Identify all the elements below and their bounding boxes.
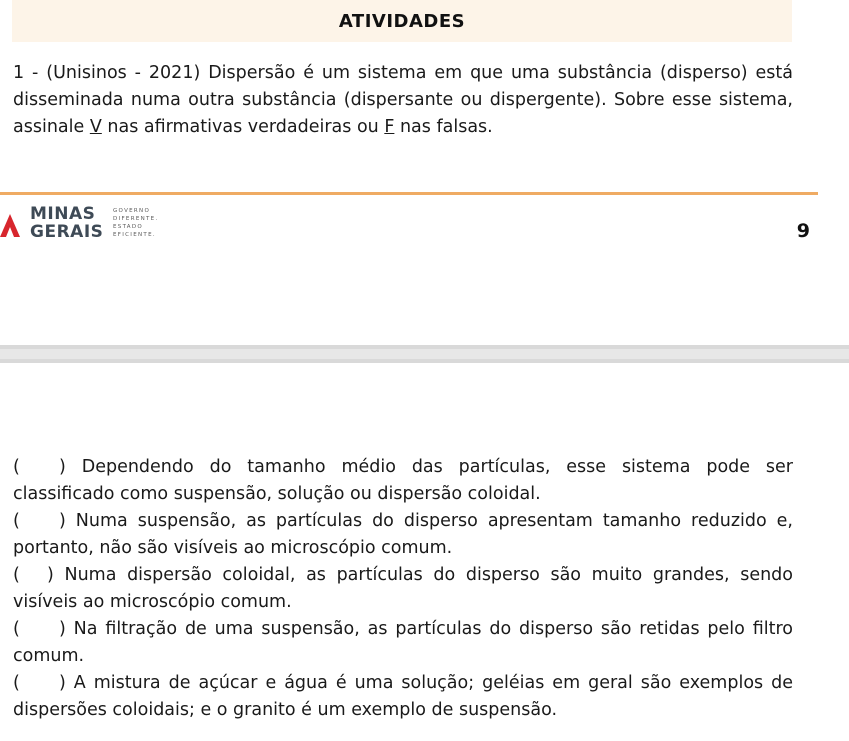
statement-text: ) Dependendo do tamanho médio das partículas, esse sistema pode ser classificado como suspensão, solução ou dispersão coloidal.	[13, 457, 793, 504]
logo-tagline	[113, 207, 159, 239]
statement-text: ) A mistura de açúcar e água é uma solução; geléias em geral são exemplos de dispersões coloidais; e o granito é um exemplo de suspensão.	[13, 673, 793, 720]
minas-gerais-logo	[0, 204, 200, 244]
page-separator	[0, 345, 849, 363]
true-mark: V	[89, 117, 102, 137]
statement-list	[13, 454, 793, 724]
answer-blank[interactable]: (	[13, 511, 20, 531]
answer-blank[interactable]: (	[13, 565, 20, 585]
statement-item	[13, 616, 793, 670]
question-intro-text: 1 - (Unisinos - 2021) Dispersão é um sistema em que uma substância (disperso) está disseminada numa outra substância (dispersante ou dispergente). Sobre esse sistema, assinale	[13, 63, 793, 137]
page-number: 9	[796, 220, 810, 242]
question-intro	[13, 60, 793, 141]
logo-wordmark	[30, 205, 103, 241]
statement-item	[13, 508, 793, 562]
answer-blank[interactable]: (	[13, 619, 20, 639]
logo-tagline-3: ESTADO	[113, 224, 144, 230]
statement-text: ) Numa dispersão coloidal, as partículas do disperso são muito grandes, sendo visíveis ao microscópio comum.	[13, 565, 793, 612]
logo-tagline-1: GOVERNO	[113, 208, 151, 214]
statement-item	[13, 454, 793, 508]
section-title: ATIVIDADES	[338, 10, 466, 32]
logo-triangle-icon	[0, 212, 20, 238]
logo-line1: MINAS	[30, 204, 96, 224]
false-mark: F	[384, 117, 395, 137]
answer-blank[interactable]: (	[13, 457, 20, 477]
logo-line2: GERAIS	[30, 222, 104, 242]
statement-item	[13, 670, 793, 724]
logo-tagline-4: EFICIENTE.	[113, 232, 156, 238]
statement-text: ) Numa suspensão, as partículas do disperso apresentam tamanho reduzido e, portanto, não são visíveis ao microscópio comum.	[13, 511, 793, 558]
answer-blank[interactable]: (	[13, 673, 20, 693]
question-intro-end: nas falsas.	[394, 117, 493, 137]
activities-banner	[12, 0, 792, 42]
statement-item	[13, 562, 793, 616]
footer-divider	[0, 192, 818, 195]
logo-tagline-2: DIFERENTE.	[113, 216, 159, 222]
statement-text: ) Na filtração de uma suspensão, as partículas do disperso são retidas pelo filtro comum.	[13, 619, 793, 666]
question-intro-middle: nas afirmativas verdadeiras ou	[101, 117, 385, 137]
